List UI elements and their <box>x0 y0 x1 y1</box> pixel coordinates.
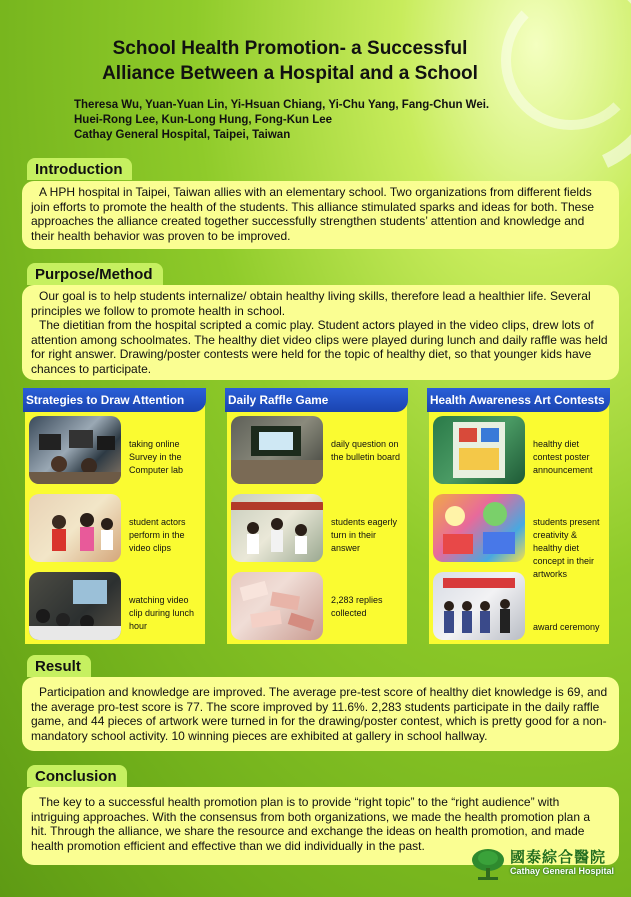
logo-chinese-name: 國泰綜合醫院 <box>510 849 607 866</box>
result-box <box>22 677 619 751</box>
purpose-method-heading: Purpose/Method <box>27 263 163 285</box>
result-text: Participation and knowledge are improved. The average pre-test score of healthy diet knowledge is 69, and the average pro-test score is 77. The score improved by 11.6%. 2,283 students participate in the daily raffle game, and 44 pieces of artwork were turned in for the drawing/poster contest, which is pretty good for a non-mandatory school activity. 10 winning pieces are exhibited at gallery in school hallway. <box>31 685 608 743</box>
caption-watching-video: watching video clip during lunch hour <box>129 595 195 631</box>
result-heading: Result <box>27 655 91 677</box>
strategies-column <box>25 390 205 644</box>
bulletin-board-photo <box>231 416 323 484</box>
conclusion-text: The key to a successful health promotion plan is to provide “right topic” to the “right audience” with intriguing approaches. With the consensus from both organizations, we made the health promotion plan a hit. Through the alliance, we share the resource and exchange the ideas on health promotion, and made health promotion efficient and effective than we did individually in the past. <box>31 795 590 853</box>
classroom-video-photo <box>29 572 121 640</box>
actors-photo <box>29 494 121 562</box>
artworks-photo <box>433 494 525 562</box>
hospital-logo <box>470 846 620 882</box>
students-answer-photo <box>231 494 323 562</box>
conclusion-heading: Conclusion <box>27 765 127 787</box>
purpose-paragraph-2: The dietitian from the hospital scripted a comic play. Student actors played in the video clips, drew lots of attention among schoolmates. The healthy diet video clips were played during lunch and daily raffle was held for right answer. Drawing/poster contests were held for the topic of healthy diet, so that younger kids have chances to participate. <box>31 318 608 376</box>
raffle-heading: Daily Raffle Game <box>225 388 408 412</box>
caption-student-actors: student actors perform in the video clips <box>129 517 186 553</box>
title-line-2: Alliance Between a Hospital and a School <box>102 63 478 84</box>
caption-computer-survey: taking online Survey in the Computer lab <box>129 439 184 475</box>
logo-english-name: Cathay General Hospital <box>510 866 615 876</box>
introduction-box <box>22 181 619 249</box>
art-contests-column <box>429 390 609 644</box>
poster-announcement-photo <box>433 416 525 484</box>
title-line-1: School Health Promotion- a Successful <box>112 38 468 59</box>
authors-line-1: Theresa Wu, Yuan-Yuan Lin, Yi-Hsuan Chiang, Yi-Chu Yang, Fang-Chun Wei. <box>74 99 490 111</box>
purpose-method-box <box>22 285 619 380</box>
caption-replies-collected: 2,283 replies collected <box>331 595 383 618</box>
purpose-paragraph-1: Our goal is to help students internalize/ obtain healthy living skills, therefore lead a healthier life. Several principles we follow to promote health in school. <box>31 289 591 318</box>
replies-pile-photo <box>231 572 323 640</box>
introduction-heading: Introduction <box>27 158 132 180</box>
caption-students-eagerly: students eagerly turn in their answer <box>331 517 398 553</box>
award-ceremony-photo <box>433 572 525 640</box>
poster-title <box>40 36 540 86</box>
raffle-column <box>227 390 407 644</box>
strategies-heading: Strategies to Draw Attention <box>23 388 206 412</box>
tree-logo-icon <box>470 846 506 882</box>
authors-line-2: Huei-Rong Lee, Kun-Long Hung, Fong-Kun Lee <box>74 114 333 126</box>
caption-students-creativity: students present creativity & healthy diet concept in their artworks <box>533 517 600 579</box>
affiliation: Cathay General Hospital, Taipei, Taiwan <box>74 129 291 141</box>
caption-award-ceremony: award ceremony <box>533 622 600 632</box>
introduction-text: A HPH hospital in Taipei, Taiwan allies with an elementary school. Two organizations from different fields join efforts to promote the health of the students. This alliance stimulated sparks and ideas for both. These approaches the alliance created together successfully strengthen students’ attention and knowledge and their health behavior was proven to be improved. <box>31 185 594 243</box>
art-contests-heading: Health Awareness Art Contests <box>427 388 610 412</box>
computer-lab-photo <box>29 416 121 484</box>
caption-daily-question: daily question on the bulletin board <box>331 439 401 462</box>
authors-block <box>74 98 489 143</box>
caption-poster-announcement: healthy diet contest poster announcement <box>533 439 593 475</box>
